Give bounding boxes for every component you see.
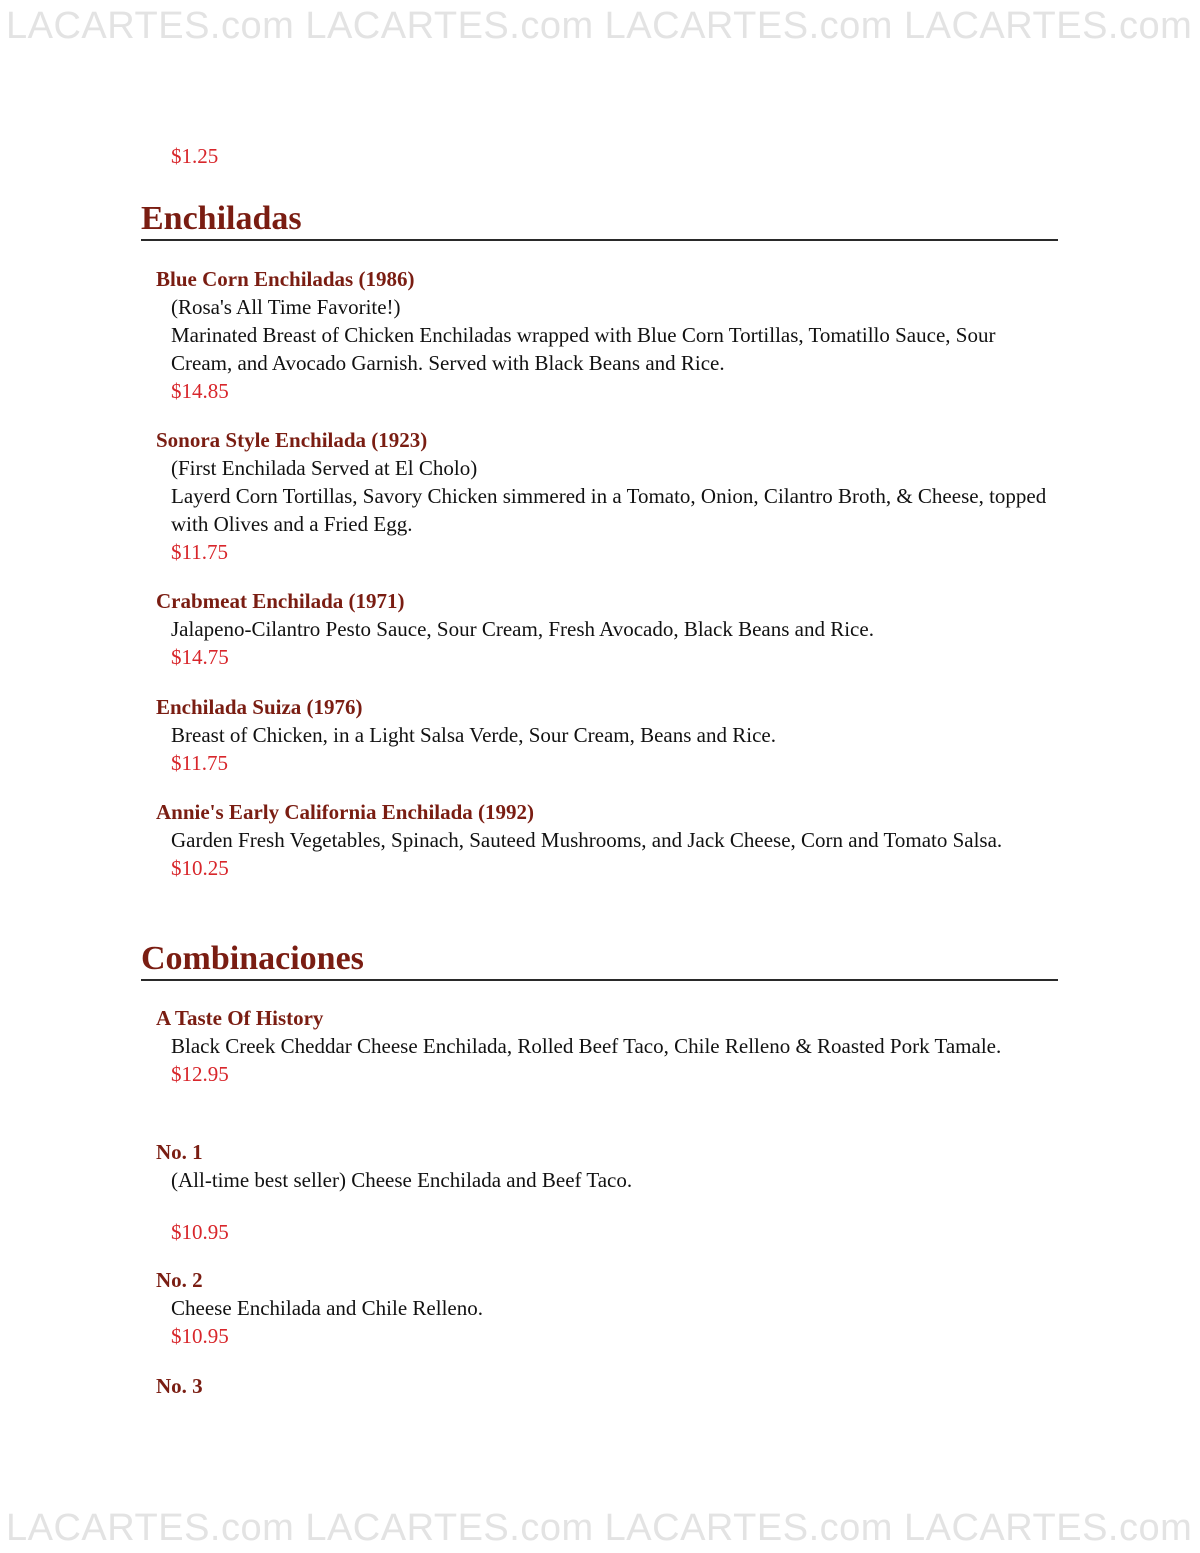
- watermark-bottom: LACARTES.com LACARTES.com LACARTES.com LACARTES.com: [6, 1507, 1193, 1549]
- menu-item: [156, 587, 1056, 671]
- menu-item: [156, 1004, 1056, 1088]
- item-description: Cheese Enchilada and Chile Relleno.: [171, 1296, 483, 1320]
- item-description: Layerd Corn Tortillas, Savory Chicken simmered in a Tomato, Onion, Cilantro Broth, & Cheese, topped with Olives and a Fried Egg.: [171, 484, 1047, 536]
- item-price: $10.95: [171, 1220, 229, 1244]
- item-subtitle: (Rosa's All Time Favorite!): [171, 295, 401, 319]
- item-price: $11.75: [171, 751, 228, 775]
- section-title: Enchiladas: [141, 200, 302, 237]
- menu-item: [156, 1138, 1056, 1246]
- item-description: Marinated Breast of Chicken Enchiladas wrapped with Blue Corn Tortillas, Tomatillo Sauce, Sour Cream, and Avocado Garnish. Served with Black Beans and Rice.: [171, 323, 996, 375]
- item-price: $14.75: [171, 645, 229, 669]
- item-description: (All-time best seller) Cheese Enchilada and Beef Taco.: [171, 1168, 633, 1192]
- menu-item: [156, 426, 1056, 566]
- item-price: $14.85: [171, 379, 229, 403]
- item-price: $11.75: [171, 540, 228, 564]
- item-subtitle: (First Enchilada Served at El Cholo): [171, 456, 478, 480]
- menu-item: [156, 693, 1056, 777]
- item-name: No. 2: [156, 1268, 203, 1292]
- item-price: $12.95: [171, 1062, 229, 1086]
- menu-item: [156, 798, 1056, 882]
- menu-item: [156, 1266, 1056, 1350]
- item-description: Black Creek Cheddar Cheese Enchilada, Rolled Beef Taco, Chile Relleno & Roasted Pork Tamale.: [171, 1034, 1002, 1058]
- menu-item: [156, 1372, 1056, 1400]
- item-name: Blue Corn Enchiladas (1986): [156, 267, 415, 291]
- item-name: Enchilada Suiza (1976): [156, 695, 363, 719]
- section-title: Combinaciones: [141, 940, 364, 977]
- item-name: No. 3: [156, 1374, 203, 1398]
- item-name: Crabmeat Enchilada (1971): [156, 589, 405, 613]
- menu-item: [156, 265, 1056, 405]
- section-divider: [141, 239, 1058, 241]
- section-combinaciones: [141, 939, 1058, 981]
- item-description: Jalapeno-Cilantro Pesto Sauce, Sour Cream, Fresh Avocado, Black Beans and Rice.: [171, 617, 874, 641]
- item-name: A Taste Of History: [156, 1006, 324, 1030]
- watermark-top: LACARTES.com LACARTES.com LACARTES.com LACARTES.com: [6, 5, 1193, 47]
- section-enchiladas: [141, 199, 1058, 241]
- carryover-price: $1.25: [171, 144, 219, 168]
- section-divider: [141, 979, 1058, 981]
- item-price: $10.25: [171, 856, 229, 880]
- item-name: Sonora Style Enchilada (1923): [156, 428, 428, 452]
- item-description: Garden Fresh Vegetables, Spinach, Sauteed Mushrooms, and Jack Cheese, Corn and Tomato Salsa.: [171, 828, 1003, 852]
- item-description: Breast of Chicken, in a Light Salsa Verde, Sour Cream, Beans and Rice.: [171, 723, 776, 747]
- item-name: No. 1: [156, 1140, 203, 1164]
- item-price: $10.95: [171, 1324, 229, 1348]
- item-name: Annie's Early California Enchilada (1992): [156, 800, 535, 824]
